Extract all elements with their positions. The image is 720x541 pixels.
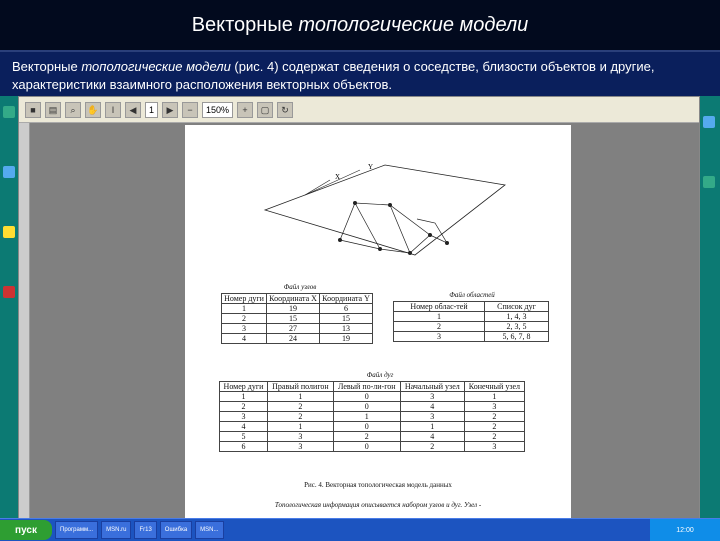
areas-table-caption: Файл областей: [449, 291, 495, 299]
zoom-field[interactable]: 150%: [202, 102, 233, 118]
table-cell: 2: [400, 442, 464, 452]
table-row: [222, 314, 373, 324]
desktop-app-icon[interactable]: [703, 116, 715, 128]
document-page: [185, 125, 571, 519]
table-header: Конечный узел: [464, 382, 524, 392]
node-marker: [338, 238, 342, 242]
fit-page-icon[interactable]: ▢: [257, 102, 273, 118]
table-cell: 2: [267, 412, 333, 422]
zoom-in-icon[interactable]: +: [237, 102, 253, 118]
table-cell: 0: [333, 442, 400, 452]
table-cell: 3: [220, 412, 268, 422]
pdf-toolbar: [19, 97, 699, 123]
document-area[interactable]: [30, 123, 699, 519]
desktop-app-icon[interactable]: [3, 166, 15, 178]
table-row: [394, 332, 549, 342]
topology-figure: [185, 125, 571, 275]
table-cell: 4: [400, 402, 464, 412]
desktop-app-icon[interactable]: [703, 176, 715, 188]
table-cell: 6: [220, 442, 268, 452]
axis-x-label: X: [335, 173, 341, 181]
page-body-text: Топологическая информация описывается набором узлов и дуг. Узел -: [274, 501, 482, 509]
table-cell: 2, 3, 5: [485, 322, 549, 332]
table-header: Начальный узел: [400, 382, 464, 392]
table-cell: 6: [320, 304, 373, 314]
table-cell: 4: [400, 432, 464, 442]
table-cell: 4: [222, 334, 267, 344]
table-cell: 3: [222, 324, 267, 334]
table-cell: 3: [267, 442, 333, 452]
table-cell: 3: [464, 402, 524, 412]
taskbar: [0, 518, 720, 541]
table-cell: 24: [267, 334, 320, 344]
slide-paragraph: [12, 58, 712, 94]
table-cell: 1: [333, 412, 400, 422]
arcs-table-caption: Файл дуг: [366, 371, 394, 379]
table-header: Координата Y: [320, 294, 373, 304]
table-header: Координата X: [267, 294, 320, 304]
nodes-table: [221, 293, 373, 344]
table-cell: 0: [333, 392, 400, 402]
table-header: Номер дуги: [222, 294, 267, 304]
table-row: [394, 322, 549, 332]
slide-title: [0, 0, 720, 52]
start-button[interactable]: пуск: [0, 520, 52, 540]
table-cell: 1: [464, 392, 524, 402]
node-marker: [378, 247, 382, 251]
table-cell: 15: [320, 314, 373, 324]
table-cell: 1: [220, 392, 268, 402]
slide-title-plain: Векторные: [191, 13, 293, 36]
table-row: [222, 304, 373, 314]
table-header: Левый по-ли-гон: [333, 382, 400, 392]
node-marker: [408, 251, 412, 255]
table-row: [220, 432, 525, 442]
slide-text-part2: (рис. 4) содержат сведения о соседстве, близости объектов и другие, характеристики взаимного расположения векторных объектов.: [12, 59, 655, 92]
table-cell: 15: [267, 314, 320, 324]
table-cell: 3: [394, 332, 485, 342]
hand-tool-icon[interactable]: ✋: [85, 102, 101, 118]
table-cell: 4: [220, 422, 268, 432]
axis-y-label: Y: [368, 163, 374, 171]
taskbar-item[interactable]: Ошибка: [160, 521, 192, 539]
select-text-icon[interactable]: I: [105, 102, 121, 118]
table-row: [220, 422, 525, 432]
table-cell: 2: [333, 432, 400, 442]
map-plane: [265, 165, 505, 255]
figure-caption: Рис. 4. Векторная топологическая модель данных: [304, 481, 452, 489]
table-row: [222, 324, 373, 334]
table-header: Правый полигон: [267, 382, 333, 392]
table-header: Список дуг: [485, 302, 549, 312]
system-tray-clock[interactable]: 12:00: [650, 519, 720, 541]
table-row: [222, 334, 373, 344]
areas-table: [393, 301, 549, 342]
save-icon[interactable]: ■: [25, 102, 41, 118]
taskbar-item[interactable]: MSN...: [195, 521, 223, 539]
desktop-app-icon[interactable]: [3, 286, 15, 298]
table-header: Номер дуги: [220, 382, 268, 392]
table-row: [220, 412, 525, 422]
table-cell: 1: [267, 422, 333, 432]
table-cell: 2: [394, 322, 485, 332]
table-cell: 3: [267, 432, 333, 442]
page-number-field[interactable]: 1: [145, 102, 158, 118]
slide-text-part1: Векторные: [12, 59, 82, 74]
table-cell: 3: [400, 392, 464, 402]
taskbar-item[interactable]: Программ...: [55, 521, 98, 539]
rotate-icon[interactable]: ↻: [277, 102, 293, 118]
node-marker: [353, 201, 357, 205]
table-cell: 0: [333, 402, 400, 412]
pdf-viewer-window: [18, 96, 700, 520]
table-cell: 1, 4, 3: [485, 312, 549, 322]
table-cell: 5: [220, 432, 268, 442]
search-icon[interactable]: ⌕: [65, 102, 81, 118]
table-row: [220, 402, 525, 412]
table-cell: 19: [320, 334, 373, 344]
node-marker: [445, 241, 449, 245]
node-marker: [388, 203, 392, 207]
nodes-table-caption: Файл узлов: [283, 283, 317, 291]
table-cell: 1: [400, 422, 464, 432]
table-cell: 1: [222, 304, 267, 314]
table-row: [220, 392, 525, 402]
table-cell: 27: [267, 324, 320, 334]
zoom-out-icon[interactable]: −: [182, 102, 198, 118]
table-cell: 3: [464, 442, 524, 452]
table-cell: 5, 6, 7, 8: [485, 332, 549, 342]
table-row: [394, 312, 549, 322]
axis-x-line: [305, 180, 330, 195]
table-cell: 0: [333, 422, 400, 432]
polygon-edges: [340, 203, 430, 253]
table-cell: 19: [267, 304, 320, 314]
table-cell: 13: [320, 324, 373, 334]
table-cell: 1: [267, 392, 333, 402]
table-header: Номер облас-тей: [394, 302, 485, 312]
desktop-app-icon[interactable]: [3, 106, 15, 118]
axis-y-line: [305, 170, 360, 195]
next-page-icon[interactable]: ▶: [162, 102, 178, 118]
table-cell: 2: [464, 412, 524, 422]
print-icon[interactable]: ▤: [45, 102, 61, 118]
table-cell: 2: [222, 314, 267, 324]
taskbar-item[interactable]: MSN.ru: [101, 521, 131, 539]
prev-page-icon[interactable]: ◀: [125, 102, 141, 118]
table-row: [220, 442, 525, 452]
slide-text-italic: топологические модели: [81, 59, 231, 74]
table-cell: 2: [464, 422, 524, 432]
table-cell: 2: [220, 402, 268, 412]
table-cell: 2: [267, 402, 333, 412]
node-marker: [428, 233, 432, 237]
navigation-pane[interactable]: [19, 123, 30, 519]
table-cell: 3: [400, 412, 464, 422]
slide-title-italic: топологические модели: [298, 13, 529, 36]
arcs-table: [219, 381, 525, 452]
table-cell: 2: [464, 432, 524, 442]
polygon-edges: [417, 219, 447, 243]
taskbar-item[interactable]: Fr13: [134, 521, 156, 539]
polygon-edges: [355, 203, 380, 249]
desktop-folder-icon[interactable]: [3, 226, 15, 238]
table-cell: 1: [394, 312, 485, 322]
